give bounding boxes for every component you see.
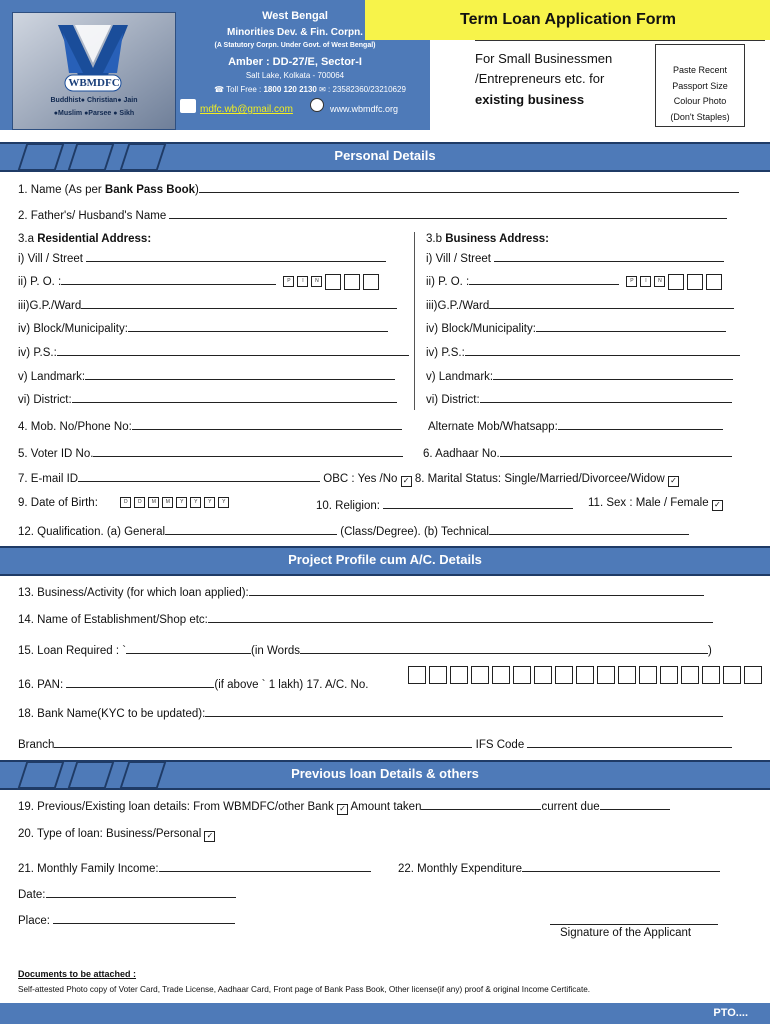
date-field[interactable]: Date:: [18, 886, 236, 901]
documents-text: Self-attested Photo copy of Voter Card, Trade License, Aadhaar Card, Front page of Bank Pass Book, Other license(if any) proof & original Income Certificate.: [18, 985, 591, 994]
business-address-heading: 3.b Business Address:: [426, 233, 549, 245]
signature-label: Signature of the Applicant: [560, 927, 692, 939]
phone-icon: ☎: [214, 85, 225, 94]
dob-box: Y: [218, 497, 229, 508]
pin-box: [344, 274, 360, 290]
communities-line2: ●Muslim ●Parsee ● Sikh: [53, 110, 135, 117]
pan-field[interactable]: 16. PAN: (if above ` 1 lakh) 17. A/C. No.: [18, 676, 368, 691]
email-field[interactable]: 7. E-mail ID OBC : Yes /No ✓ 8. Marital Status: Single/Married/Divorcee/Widow ✓: [18, 470, 679, 487]
religion-field[interactable]: 10. Religion:: [316, 497, 573, 512]
residential-address-heading: 3.a Residential Address:: [18, 233, 152, 245]
dob-box: M: [162, 497, 173, 508]
res-ps-field[interactable]: iv) P.S.:: [18, 344, 409, 359]
monthly-income-field[interactable]: 21. Monthly Family Income:: [18, 860, 371, 875]
pin-box: [325, 274, 341, 290]
place-field[interactable]: Place:: [18, 912, 235, 927]
bank-name-field[interactable]: 18. Bank Name(KYC to be updated):: [18, 705, 723, 720]
branch-field[interactable]: Branch IFS Code: [18, 736, 732, 751]
qualification-field[interactable]: 12. Qualification. (a) General (Class/Degree). (b) Technical: [18, 523, 689, 538]
account-number-boxes[interactable]: [408, 666, 765, 684]
sex-checkbox[interactable]: ✓: [712, 500, 723, 511]
form-title: Term Loan Application Form: [459, 11, 676, 28]
title-underline: [475, 40, 765, 41]
res-landmark-field[interactable]: v) Landmark:: [18, 368, 395, 383]
pin-box: [706, 274, 722, 290]
org-statutory-note: (A Statutory Corpn. Under Govt. of West Bengal): [214, 42, 376, 49]
section-project-profile: [0, 546, 770, 576]
section-personal-details: [0, 142, 770, 172]
establishment-field[interactable]: 14. Name of Establishment/Shop etc:: [18, 611, 713, 626]
pin-box: [363, 274, 379, 290]
photo-line3: Colour Photo: [673, 96, 727, 106]
pin-box: P: [626, 276, 637, 287]
section-title: Personal Details: [334, 148, 436, 163]
section-previous-loan: [0, 760, 770, 790]
monthly-expenditure-field[interactable]: 22. Monthly Expenditure: [398, 860, 720, 875]
bus-landmark-field[interactable]: v) Landmark:: [426, 368, 733, 383]
res-gp-field[interactable]: iii)G.P./Ward: [18, 297, 397, 312]
photo-line2: Passport Size: [672, 80, 728, 91]
org-name-line1: West Bengal: [262, 10, 328, 22]
voter-id-field[interactable]: 5. Voter ID No.: [18, 445, 403, 460]
dob-box: M: [148, 497, 159, 508]
pin-box: P: [283, 276, 294, 287]
email-icon: [180, 99, 196, 113]
res-block-field[interactable]: iv) Block/Municipality:: [18, 320, 388, 335]
photo-placeholder[interactable]: [655, 44, 745, 127]
dob-field[interactable]: 9. Date of Birth: D D M M Y Y Y Y: [18, 497, 232, 509]
dob-box: Y: [176, 497, 187, 508]
res-po-field[interactable]: ii) P. O. : P I N: [18, 273, 382, 290]
org-address-line1: Amber : DD-27/E, Sector-I: [228, 56, 362, 68]
pto-label: PTO....: [713, 1007, 748, 1019]
org-name-line2: Minorities Dev. & Fin. Corpn.: [227, 27, 363, 38]
fax-icon: ✉: [319, 85, 326, 94]
bus-po-field[interactable]: ii) P. O. : P I N: [426, 273, 725, 290]
logo-text: WBMDFC: [68, 77, 120, 89]
tollfree-number: 1800 120 2130: [263, 85, 317, 94]
mobile-field[interactable]: 4. Mob. No/Phone No:: [18, 418, 402, 433]
email-link[interactable]: mdfc.wb@gmail.com: [200, 104, 293, 115]
address-divider: [414, 232, 415, 410]
wbmdfc-logo: [12, 12, 176, 130]
signature-line[interactable]: [550, 924, 718, 925]
photo-line1: Paste Recent: [672, 65, 728, 75]
bus-district-field[interactable]: vi) District:: [426, 391, 732, 406]
alt-mobile-field[interactable]: Alternate Mob/Whatsapp:: [428, 418, 723, 433]
sex-field[interactable]: 11. Sex : Male / Female ✓: [588, 497, 723, 511]
tollfree-label: Toll Free :: [226, 85, 262, 94]
res-district-field[interactable]: vi) District:: [18, 391, 397, 406]
bus-gp-field[interactable]: iii)G.P./Ward: [426, 297, 734, 312]
loan-type-field[interactable]: 20. Type of loan: Business/Personal ✓: [18, 828, 215, 842]
website-link[interactable]: www.wbmdfc.org: [330, 104, 399, 114]
pin-box: I: [297, 276, 308, 287]
loan-required-field[interactable]: 15. Loan Required : ` (in Words ): [18, 642, 712, 657]
pin-box: N: [311, 276, 322, 287]
photo-line4: (Don't Staples): [670, 111, 730, 122]
marital-checkbox[interactable]: ✓: [668, 476, 679, 487]
pin-box: [687, 274, 703, 290]
prev-loan-checkbox[interactable]: ✓: [337, 804, 348, 815]
org-contact-line: [190, 85, 430, 94]
globe-icon: [310, 98, 324, 112]
dob-box: Y: [204, 497, 215, 508]
field-father-name[interactable]: 2. Father's/ Husband's Name: [18, 207, 727, 222]
documents-heading: Documents to be attached :: [18, 969, 137, 979]
subtitle-line3: existing business: [475, 92, 585, 107]
phone-number: : 23582360/23210629: [328, 85, 406, 94]
pin-box: [668, 274, 684, 290]
subtitle-line2: /Entrepreneurs etc. for: [475, 71, 605, 86]
obc-checkbox[interactable]: ✓: [401, 476, 412, 487]
dob-box: D: [120, 497, 131, 508]
aadhaar-field[interactable]: 6. Aadhaar No.: [423, 445, 732, 460]
section-title: Project Profile cum A/C. Details: [288, 552, 482, 567]
field-name[interactable]: 1. Name (As per Bank Pass Book): [18, 181, 739, 196]
previous-loan-field[interactable]: 19. Previous/Existing loan details: From WBMDFC/other Bank ✓ Amount taken current due: [18, 798, 670, 815]
section-title: Previous loan Details & others: [291, 766, 479, 781]
dob-box: Y: [190, 497, 201, 508]
bus-vill-field[interactable]: i) Vill / Street: [426, 250, 724, 265]
pin-box: I: [640, 276, 651, 287]
footer-bar: [0, 1003, 770, 1024]
loan-type-checkbox[interactable]: ✓: [204, 831, 215, 842]
communities-line1: Buddhist● Christian● Jain: [50, 97, 138, 104]
bus-block-field[interactable]: iv) Block/Municipality:: [426, 320, 726, 335]
dob-box: D: [134, 497, 145, 508]
org-address-line2: Salt Lake, Kolkata - 700064: [245, 71, 345, 80]
bus-ps-field[interactable]: iv) P.S.:: [426, 344, 740, 359]
res-vill-field[interactable]: i) Vill / Street: [18, 250, 386, 265]
business-activity-field[interactable]: 13. Business/Activity (for which loan applied):: [18, 584, 704, 599]
pin-box: N: [654, 276, 665, 287]
subtitle-line1: For Small Businessmen: [475, 51, 613, 66]
